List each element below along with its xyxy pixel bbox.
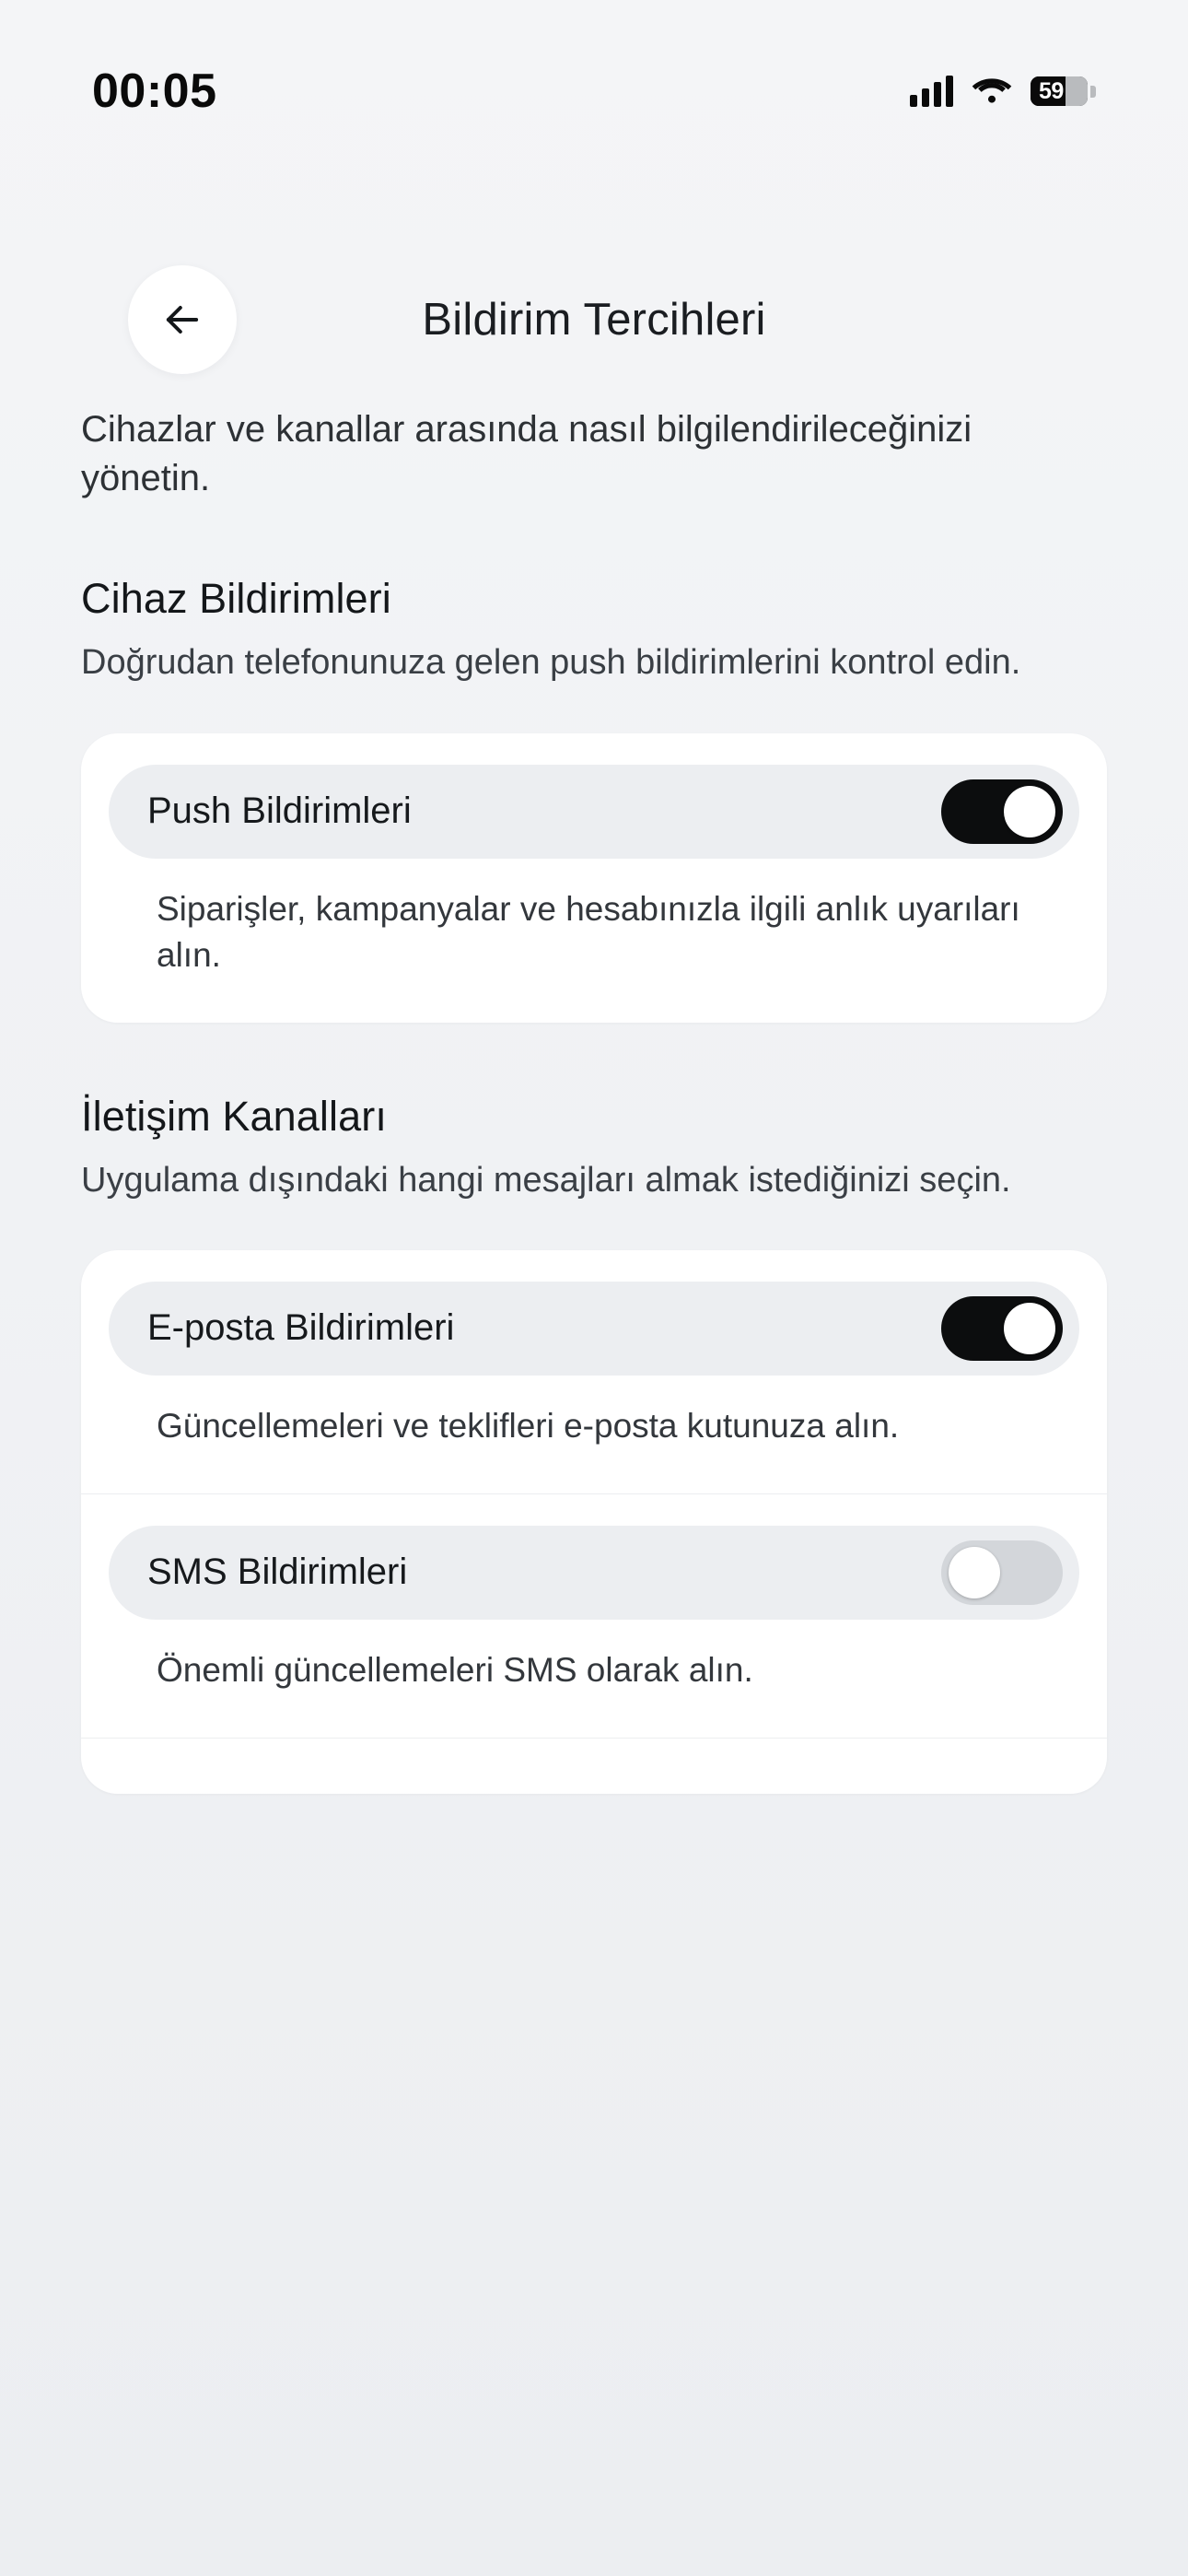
status-bar — [0, 0, 1188, 138]
section-device-notifications — [81, 575, 1107, 1022]
status-time: 00:05 — [92, 64, 217, 118]
email-notifications-description: Güncellemeleri ve teklifleri e-posta kutunuza alın. — [157, 1406, 900, 1445]
push-notifications-toggle[interactable] — [941, 779, 1063, 844]
sms-notifications-description: Önemli güncellemeleri SMS olarak alın. — [157, 1650, 753, 1689]
battery-icon — [1031, 76, 1096, 106]
status-indicators — [910, 76, 1096, 107]
section-communication-channels — [81, 1093, 1107, 1794]
setting-row-push — [81, 733, 1107, 1023]
intro-text: Cihazlar ve kanallar arasında nasıl bilgilendirileceğinizi yönetin. — [81, 409, 973, 499]
section-description: Uygulama dışındaki hangi mesajları almak istediğinizi seçin. — [81, 1160, 1011, 1200]
sms-notifications-row[interactable] — [109, 1526, 1079, 1620]
setting-row-email — [81, 1250, 1107, 1493]
email-notifications-label: E-posta Bildirimleri — [147, 1307, 455, 1349]
settings-content — [0, 405, 1188, 1794]
sms-notifications-label: SMS Bildirimleri — [147, 1551, 408, 1593]
push-notifications-row[interactable] — [109, 765, 1079, 859]
push-notifications-label: Push Bildirimleri — [147, 790, 412, 832]
device-notifications-card — [81, 733, 1107, 1023]
wifi-icon — [972, 76, 1012, 107]
section-title: İletişim Kanalları — [81, 1092, 387, 1140]
email-notifications-row[interactable] — [109, 1282, 1079, 1376]
page-title: Bildirim Tercihleri — [422, 295, 766, 345]
arrow-left-icon — [158, 296, 206, 344]
battery-level: 59 — [1039, 77, 1064, 104]
section-description: Doğrudan telefonunuza gelen push bildirimlerini kontrol edin. — [81, 643, 1021, 683]
sms-notifications-toggle[interactable] — [941, 1540, 1063, 1605]
cellular-signal-icon — [910, 76, 953, 107]
push-notifications-description: Siparişler, kampanyalar ve hesabınızla ilgili anlık uyarıları alın. — [157, 889, 1020, 974]
section-title: Cihaz Bildirimleri — [81, 575, 391, 623]
communication-channels-card — [81, 1250, 1107, 1794]
email-notifications-toggle[interactable] — [941, 1296, 1063, 1361]
setting-row-sms — [81, 1494, 1107, 1738]
back-button[interactable] — [128, 265, 237, 374]
page-header — [0, 265, 1188, 374]
